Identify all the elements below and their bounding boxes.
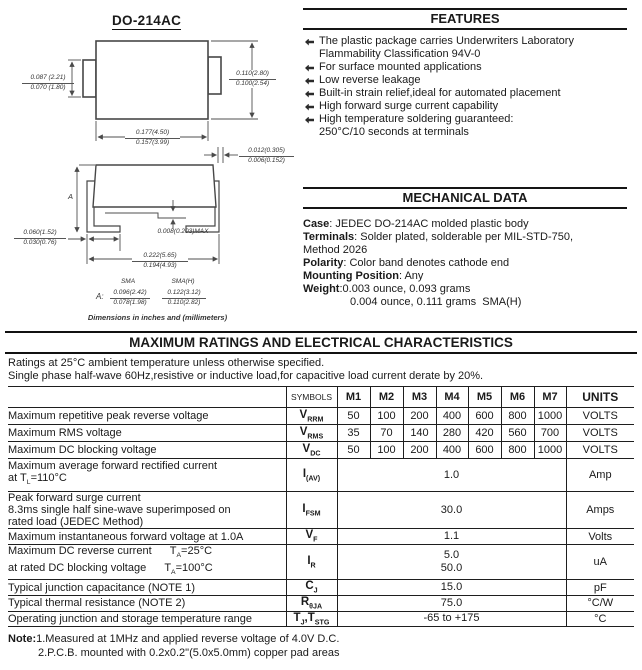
top-view-left-terminal (83, 60, 96, 97)
model-header: M4 (436, 387, 468, 408)
package-title: DO-214AC (112, 13, 182, 28)
arrow-bullet-icon (305, 104, 314, 111)
table-row (8, 580, 634, 595)
dim-a-label: A (68, 192, 74, 201)
notes (8, 632, 339, 660)
ratings-table-body (8, 408, 634, 627)
symbol-cell: $V_{RMS}$ (286, 425, 337, 442)
note-line-2: 2.P.C.B. mounted with 0.2x0.2"(5.0x5.0mm) copper pad areas (38, 647, 340, 659)
right-column (303, 8, 627, 308)
mech-line: Mounting Position: Any (303, 270, 424, 282)
value-cell: 1.1 (337, 529, 566, 545)
value-cell: 400 (436, 442, 468, 459)
dim-foot-length: $\frac{0.060(1.52)}{0.030(0.76)}$ (14, 229, 66, 247)
feature-item: High forward surge current capability (304, 100, 627, 113)
symbols-header: SYMBOLS (286, 387, 337, 408)
mech-line: Case: JEDEC DO-214AC molded plastic body (303, 218, 529, 230)
table-row (8, 529, 634, 545)
features-list (304, 35, 627, 139)
param-cell: Maximum RMS voltage (8, 425, 286, 442)
value-cell: 200 (403, 442, 436, 459)
unit-cell: VOLTS (566, 425, 634, 442)
param-cell: Peak forward surge current 8.3ms single half sine-wave superimposed on rated load (JEDEC Method) (8, 492, 286, 529)
a-table-sma-header: SMA (120, 278, 136, 285)
arrow-bullet-icon (305, 91, 314, 98)
unit-cell: Amps (566, 492, 634, 529)
dim-body-height: $\frac{0.110(2.80)}{0.100(2.54)}$ (229, 70, 276, 88)
mech-line: Weight:0.003 ounce, 0.093 grams (303, 283, 471, 295)
a-table-label: A: (96, 292, 104, 301)
value-cell: 50 (337, 442, 370, 459)
symbol-cell: $R_{\theta JA}$ (286, 595, 337, 611)
table-row (8, 442, 634, 459)
symbol-cell: $T_J,T_{STG}$ (286, 611, 337, 626)
mechanical-data-section (303, 187, 627, 309)
value-cell: 75.0 (337, 595, 566, 611)
value-cell: 280 (436, 425, 468, 442)
features-heading: FEATURES (303, 8, 627, 30)
drawing-caption: Dimensions in inches and (millimeters) (87, 313, 228, 322)
param-cell: Maximum DC blocking voltage (8, 442, 286, 459)
value-cell: 1000 (534, 442, 566, 459)
value-cell: 30.0 (337, 492, 566, 529)
value-cell: 5.0 50.0 (337, 545, 566, 580)
model-header: M3 (403, 387, 436, 408)
param-cell: Typical junction capacitance (NOTE 1) (8, 580, 286, 595)
a-table-smah-value: $\frac{0.122(3.12)}{0.110(2.82)}$ (162, 289, 206, 307)
dim-span: $\frac{0.222(5.65)}{0.194(4.93)}$ (132, 252, 188, 270)
table-row (8, 425, 634, 442)
unit-cell: pF (566, 580, 634, 595)
value-cell: 140 (403, 425, 436, 442)
arrow-bullet-icon (305, 65, 314, 72)
model-header: M2 (370, 387, 403, 408)
table-row (8, 459, 634, 492)
feature-item: The plastic package carries Underwriters Laboratory Flammability Classification 94V-0 (304, 35, 627, 61)
value-cell: 800 (501, 442, 534, 459)
table-row (8, 492, 634, 529)
value-cell: 15.0 (337, 580, 566, 595)
unit-cell: VOLTS (566, 442, 634, 459)
value-cell: 1.0 (337, 459, 566, 492)
unit-cell: VOLTS (566, 408, 634, 425)
top-view-body (96, 41, 208, 119)
value-cell: 600 (468, 408, 501, 425)
dim-standoff: 0.008(0.203)MAX (157, 228, 209, 235)
arrow-bullet-icon (305, 117, 314, 124)
package-drawing-svg (10, 8, 302, 330)
unit-cell: °C (566, 611, 634, 626)
package-drawing (10, 8, 302, 330)
mechanical-heading: MECHANICAL DATA (303, 187, 627, 209)
unit-cell: Amp (566, 459, 634, 492)
unit-cell: Volts (566, 529, 634, 545)
top-view-right-terminal (208, 57, 221, 94)
dim-tab-height: $\frac{0.087 (2.21)}{0.070 (1.80)}$ (22, 74, 74, 92)
param-cell: Typical thermal resistance (NOTE 2) (8, 595, 286, 611)
ratings-conditions: Ratings at 25°C ambient temperature unless otherwise specified. Single phase half-wave 60Hz,resistive or inductive load,for capacitive load current derate by 20%. (8, 357, 484, 382)
arrow-bullet-icon (305, 78, 314, 85)
value-cell: -65 to +175 (337, 611, 566, 626)
unit-cell: °C/W (566, 595, 634, 611)
feature-item: Built-in strain relief,ideal for automated placement (304, 87, 627, 100)
mechanical-lines (303, 218, 627, 309)
model-header: M5 (468, 387, 501, 408)
mech-line: 0.004 ounce, 0.111 grams SMA(H) (350, 296, 522, 308)
symbol-cell: $V_{RRM}$ (286, 408, 337, 425)
symbol-cell: $I_R$ (286, 545, 337, 580)
a-table-smah-header: SMA(H) (171, 278, 195, 285)
feature-item: For surface mounted applications (304, 61, 627, 74)
symbol-cell: $V_F$ (286, 529, 337, 545)
feature-item: High temperature soldering guaranteed: 250°C/10 seconds at terminals (304, 113, 627, 139)
feature-item: Low reverse leakage (304, 74, 627, 87)
ratings-table (8, 386, 634, 627)
param-cell: Operating junction and storage temperature range (8, 611, 286, 626)
unit-cell: uA (566, 545, 634, 580)
param-cell: Maximum repetitive peak reverse voltage (8, 408, 286, 425)
value-cell: 100 (370, 442, 403, 459)
symbol-cell: $I_{(AV)}$ (286, 459, 337, 492)
units-header: UNITS (566, 387, 634, 408)
value-cell: 800 (501, 408, 534, 425)
value-cell: 100 (370, 408, 403, 425)
param-cell: Maximum instantaneous forward voltage at 1.0A (8, 529, 286, 545)
model-header: M1 (337, 387, 370, 408)
table-row (8, 545, 634, 580)
symbol-cell: $I_{FSM}$ (286, 492, 337, 529)
ratings-section-heading: MAXIMUM RATINGS AND ELECTRICAL CHARACTERISTICS (5, 331, 637, 354)
value-cell: 70 (370, 425, 403, 442)
dim-body-width: $\frac{0.177(4.50)}{0.157(3.99)}$ (125, 129, 180, 147)
table-header-row (8, 387, 634, 408)
symbol-cell: $C_J$ (286, 580, 337, 595)
value-cell: 560 (501, 425, 534, 442)
param-cell: Maximum DC reverse current $T_A=25^\circ C$ at rated DC blocking voltage $T_A=100^\circ C$ (8, 545, 286, 580)
table-row (8, 408, 634, 425)
a-table-sma-value: $\frac{0.096(2.42)}{0.078(1.98)}$ (110, 289, 150, 307)
note-line-1: Note:1.Measured at 1MHz and applied reverse voltage of 4.0V D.C. (8, 633, 340, 645)
value-cell: 600 (468, 442, 501, 459)
value-cell: 700 (534, 425, 566, 442)
table-row (8, 595, 634, 611)
mech-line: Polarity: Color band denotes cathode end (303, 257, 510, 269)
symbol-cell: $V_{DC}$ (286, 442, 337, 459)
param-cell: Maximum average forward rectified current at $T_L=110^\circ C$ (8, 459, 286, 492)
param-header-cell (8, 387, 286, 408)
value-cell: 50 (337, 408, 370, 425)
value-cell: 1000 (534, 408, 566, 425)
table-row (8, 611, 634, 626)
model-header: M7 (534, 387, 566, 408)
value-cell: 200 (403, 408, 436, 425)
side-view-body (93, 165, 216, 207)
mech-line: Terminals: Solder plated, solderable per MIL-STD-750, (303, 231, 574, 243)
value-cell: 35 (337, 425, 370, 442)
model-header: M6 (501, 387, 534, 408)
value-cell: 420 (468, 425, 501, 442)
mech-line: Method 2026 (303, 244, 368, 256)
value-cell: 400 (436, 408, 468, 425)
arrow-bullet-icon (305, 39, 314, 46)
dim-lead-thickness: $\frac{0.012(0.305)}{0.006(0.152)}$ (239, 147, 294, 165)
